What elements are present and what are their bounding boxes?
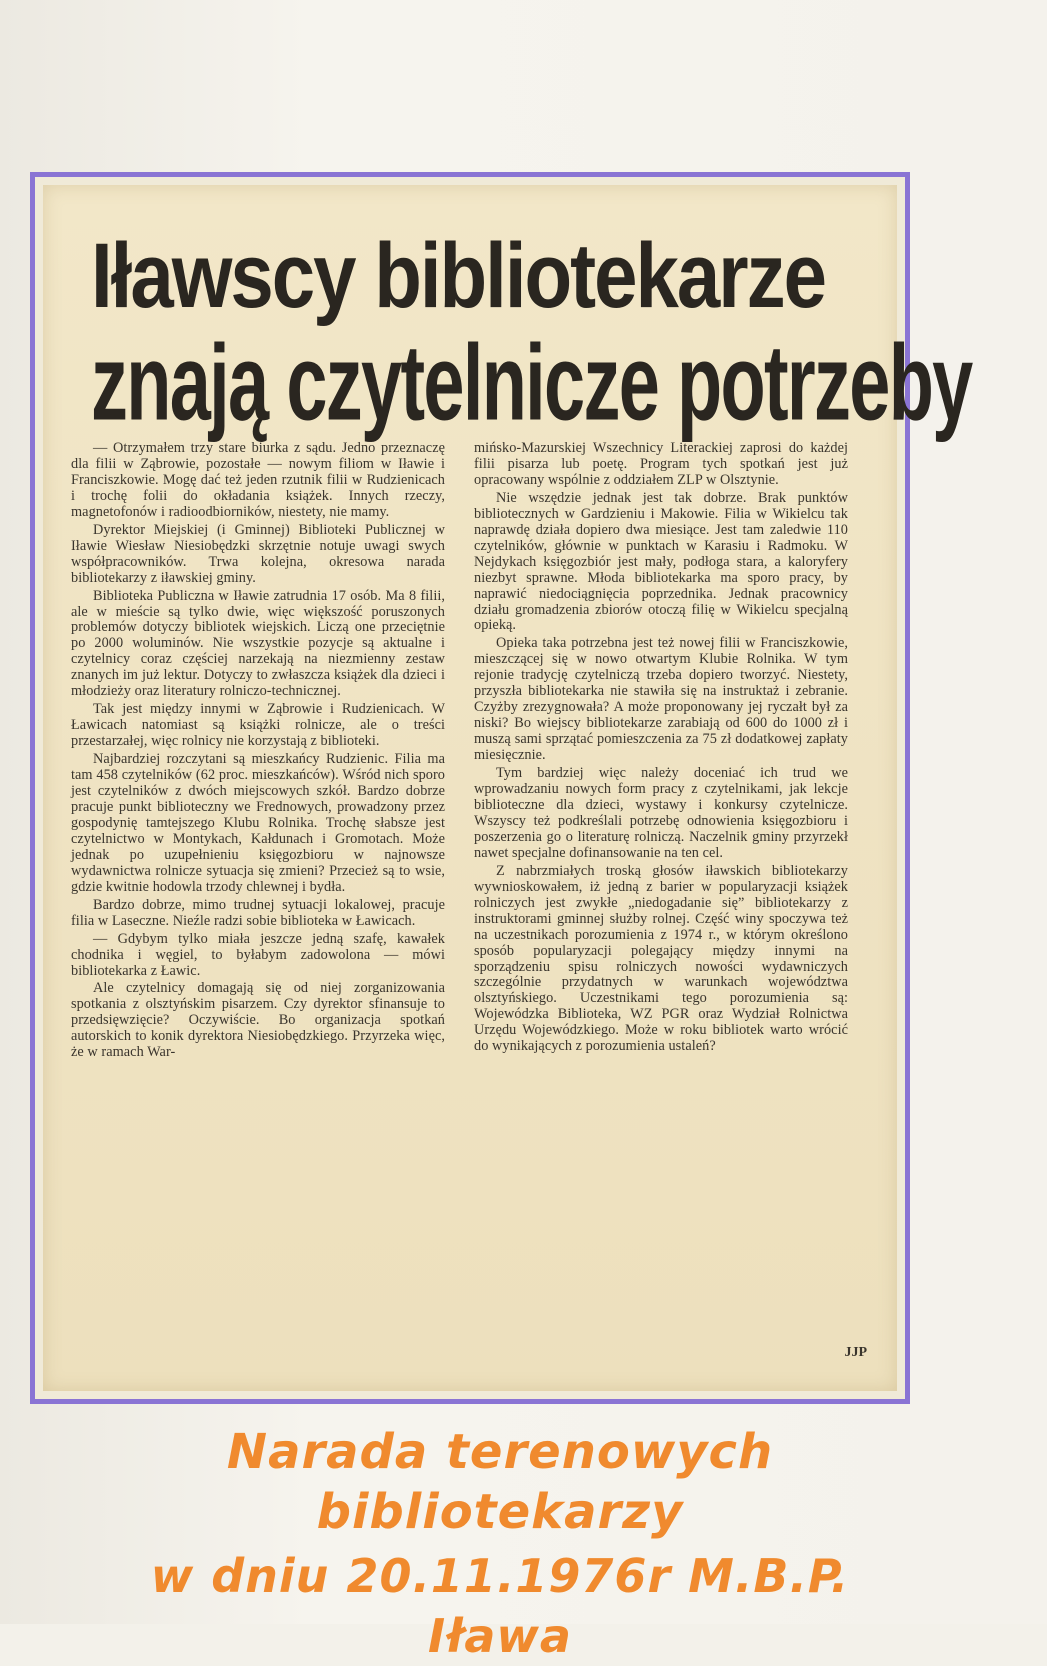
paragraph: mińsko-Mazurskiej Wszechnicy Literackiej zaprosi do każdej filii pisarza lub poetę. Program tych spotkań jest już opracowany wspólnie z oddziałem ZLP w Olsztynie. <box>474 440 848 488</box>
paragraph: — Gdybym tylko miała jeszcze jedną szafę, kawałek chodnika i węgiel, to byłabym zadowolona — mówi bibliotekarka z Ławic. <box>71 930 445 979</box>
paragraph: Dyrektor Miejskiej (i Gminnej) Biblioteki Publicznej w Iławie Wiesław Niesiobędzki skrzętnie notuje uwagi swych współpracowników. Trwa kolejna, okresowa narada bibliotekarzy z iławskiej gminy. <box>71 521 445 586</box>
headline-line-2: znają czytelnicze potrzeby <box>91 322 972 443</box>
headline-line-1: Iławscy bibliotekarze <box>91 223 826 327</box>
paragraph: Nie wszędzie jednak jest tak dobrze. Brak punktów bibliotecznych w Gardzieniu i Makowie. Filia w Wikielcu tak naprawdę działa dopiero dwa miesiące. Jest tam zaledwie 110 czytelników, głównie w punktach w Karasiu i Radmoku. W Nejdykach księgozbiór jest mały, podłoga stara, a kaloryfery niezbyt sprawne. Młoda bibliotekarka ma sporo pracy, by naprawić niedociągnięcia poprzednika. Jednak pracownicy działu gromadzenia zbiorów otoczą filię w Wikielcu specjalną opieką. <box>474 489 848 634</box>
paragraph: Najbardziej rozczytani są mieszkańcy Rudzienic. Filia ma tam 458 czytelników (62 proc. mieszkańców). Wśród nich sporo jest czytelników z dwóch miejscowych szkół. Bardzo dobrze pracuje punkt biblioteczny we Frednowych, prowadzony przez gospodynię tamtejszego Klubu Rolnika. Trochę słabsze jest czytelnictwo w Montykach, Kałdunach i Gromotach. Może jednak po uzupełnieniu księgozbioru w najnowsze wydawnictwa rolnicze sytuacja się zmieni? Przecież są to wsie, gdzie kwitnie hodowla trzody chlewnej i bydła. <box>71 751 445 895</box>
article-right-column <box>474 441 848 1057</box>
paragraph: Ale czytelnicy domagają się od niej zorganizowania spotkania z olsztyńskim pisarzem. Czy dyrektor sfinansuje to przedsięwzięcie? Oczywiście. Bo organizacja spotkań autorskich to konik dyrektora Niesiobędzkiego. Przyrzeka więc, że w ramach War- <box>71 980 445 1061</box>
paragraph: Tak jest między innymi w Ząbrowie i Rudzienicach. W Ławicach natomiast są książki rolnicze, ale o treści przestarzałej, więc rolnicy nie korzystają z biblioteki. <box>71 701 445 750</box>
article-left-column <box>71 441 445 1063</box>
article-headline <box>91 223 972 443</box>
clipping-frame <box>30 172 972 1404</box>
handwritten-line-2: w dniu 20.11.1976r M.B.P. Iława <box>150 1549 850 1663</box>
paragraph: Z nabrzmiałych troską głosów iławskich bibliotekarzy wywnioskowałem, iż jedną z barier w popularyzacji książek rolniczych jest zwykłe „niedogadanie się” bibliotekarzy z instruktorami gminnej służby rolnej. Część winy spoczywa też na uczestnikach porozumienia z 1974 r., w którym określono sposób popularyzacji polegający między innymi na sporządzeniu spisu rolniczych nowości wydawniczych szczególnie przydatnych w warunkach województwa olsztyńskiego. Uczestnikami tego porozumienia są: Wojewódzka Biblioteka, WZ PGR oraz Wydział Rolnictwa Urzędu Wojewódzkiego. Może w roku bibliotek warto wrócić do wynikających z porozumienia ustaleń? <box>474 862 848 1055</box>
paragraph: Tym bardziej więc należy doceniać ich trud we wprowadzaniu nowych form pracy z czytelnikami, jak lekcje biblioteczne dla dzieci, wystawy i konkursy czytelnicze. Wszyscy też podkreślali potrzebę odnowienia księgozbioru i poszerzenia go o literaturę rolniczą. Naczelnik gminy przyrzekł nawet specjalne dofinansowanie na ten cel. <box>474 765 848 861</box>
handwritten-line-1: Narada terenowych bibliotekarzy <box>226 1424 774 1540</box>
author-signature: JJP <box>844 1345 867 1360</box>
handwritten-caption <box>100 1422 900 1666</box>
paragraph: — Otrzymałem trzy stare biurka z sądu. Jedno przeznaczę dla filii w Ząbrowie, pozostałe — nowym filiom w Iławie i Franciszkowie. Mogę dać też jeden rzutnik filii w Rudzienicach i trochę folii do okładania książek. Innych rzeczy, magnetofonów i radioodbiorników, niestety, nie mamy. <box>71 440 445 520</box>
paragraph: Opieka taka potrzebna jest też nowej filii w Franciszkowie, mieszczącej się w nowo otwartym Klubie Rolnika. W tym rejonie tradycję czytelniczą trzeba dopiero tworzyć. Niestety, przyszła bibliotekarka nie stawiła się na instruktaż i zebranie. Czyżby zrezygnowała? A może proponowany jej ryczałt był za niski? Bo wiejscy bibliotekarze zarabiają od 600 do 1000 zł i muszą sami sprzątać pomieszczenia za 75 zł dodatkowej zapłaty miesięcznie. <box>474 635 848 764</box>
newspaper-clipping <box>43 185 972 1391</box>
paragraph: Biblioteka Publiczna w Iławie zatrudnia 17 osób. Ma 8 filii, ale w mieście są tylko dwie, więc większość poruszonych problemów dotyczy bibliotek wiejskich. Liczą one przeciętnie po 2000 woluminów. Nie wszystkie pozycje są aktualne i czytelnicy coraz częściej narzekają na niezmienny zestaw znanych im już lektur. Dotyczy to zwłaszcza książek dla dzieci i młodzieży oraz literatury rolniczo-technicznej. <box>71 587 445 700</box>
paragraph: Bardzo dobrze, mimo trudnej sytuacji lokalowej, pracuje filia w Laseczne. Nieźle radzi sobie biblioteka w Ławicach. <box>71 896 445 929</box>
